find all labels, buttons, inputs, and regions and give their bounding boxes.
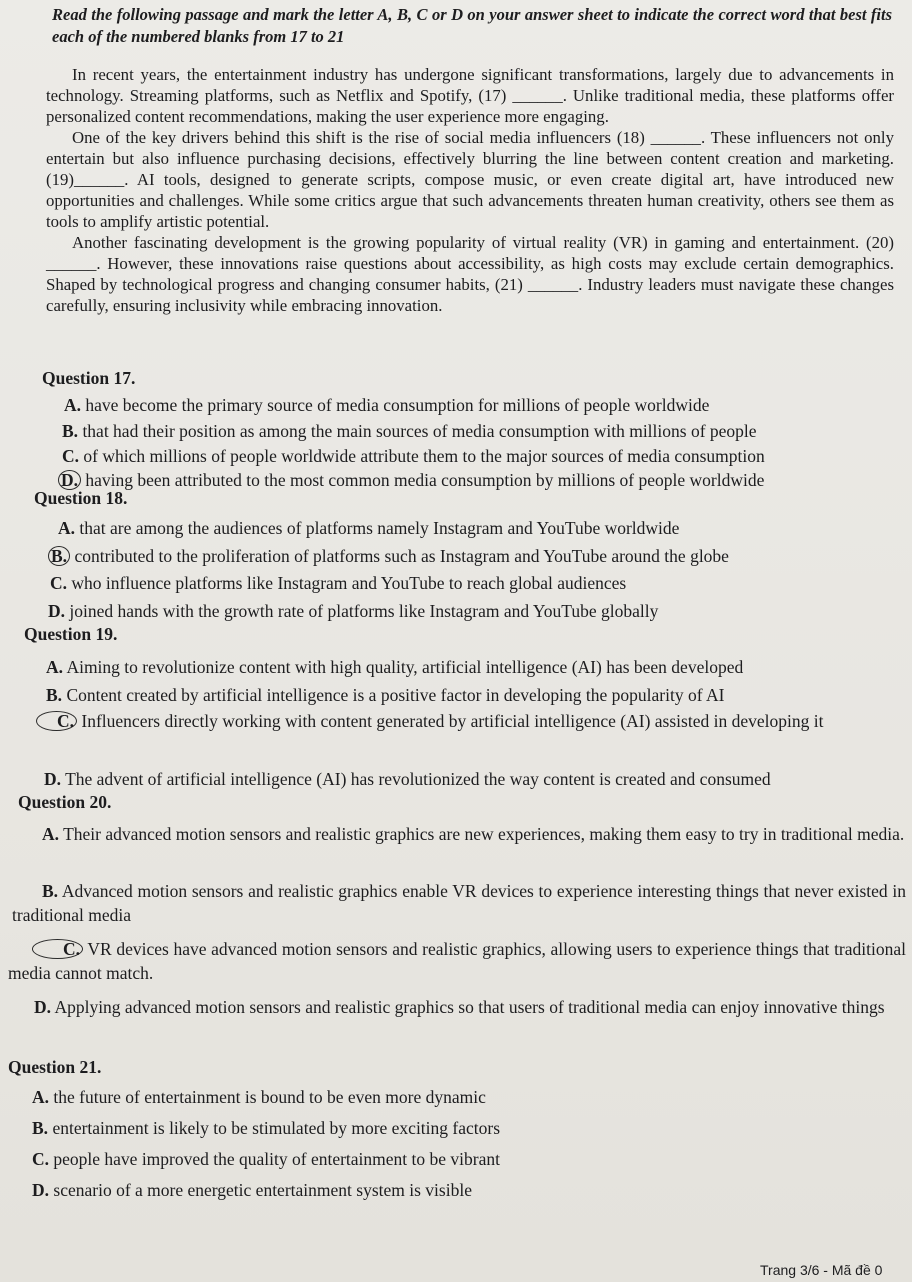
question-21-option-a[interactable] [32,1085,486,1109]
option-letter: C. [50,573,68,593]
option-text: that had their position as among the main sources of media consumption with millions of people [82,421,757,441]
question-21-option-b[interactable] [32,1116,500,1140]
question-18-title: Question 18. [34,488,128,508]
option-letter: B. [62,421,79,441]
option-letter: A. [58,518,76,538]
option-letter: D. [48,601,66,621]
option-letter: B. [42,881,59,901]
question-19-option-a[interactable] [46,655,743,679]
option-text: Advanced motion sensors and realistic graphics enable VR devices to experience interesting things that never existed in traditional media [12,881,906,925]
question-17-option-a[interactable] [64,393,709,417]
question-17-option-d[interactable] [62,468,764,492]
circled-answer-mark: D. [58,470,81,490]
reading-passage [46,64,894,316]
option-text: have become the primary source of media consumption for millions of people worldwide [85,395,710,415]
option-text: scenario of a more energetic entertainment system is visible [53,1180,472,1200]
question-19-option-b[interactable] [46,683,724,707]
option-text: the future of entertainment is bound to be even more dynamic [53,1087,486,1107]
option-text: who influence platforms like Instagram and YouTube to reach global audiences [71,573,627,593]
instructions: Read the following passage and mark the letter A, B, C or D on your answer sheet to indicate the correct word that best fits each of the numbered blanks from 17 to 21 [52,5,892,46]
option-letter: D. [34,997,52,1017]
option-letter: D. [32,1180,50,1200]
circled-answer-mark: C. [32,939,83,959]
passage-paragraph-1: In recent years, the entertainment industry has undergone significant transformations, largely due to advancements in technology. Streaming platforms, such as Netflix and Spotify, (17) ______. Unlike traditional media, these platforms offer personalized content recommendations, making the user experience more engaging. [46,65,894,126]
question-20-option-b[interactable] [12,879,906,927]
question-20-option-a[interactable] [16,822,906,846]
question-21-title: Question 21. [8,1057,102,1077]
option-letter: B. [32,1118,49,1138]
passage-paragraph-2: One of the key drivers behind this shift is the rise of social media influencers (18) ______. These influencers not only entertain but also influence purchasing decisions, effectively blurring the line between content creation and marketing. (19)______. AI tools, designed to generate scripts, compose music, or even create digital art, have introduced new opportunities and challenges. While some critics argue that such advancements threaten human creativity, others see them as tools to amplify artistic potential. [46,128,894,231]
option-text: Their advanced motion sensors and realistic graphics are new experiences, making them easy to try in traditional media. [63,824,905,844]
question-21-option-d[interactable] [32,1178,472,1202]
question-21-option-c[interactable] [32,1147,500,1171]
question-18-option-b[interactable] [52,544,729,568]
option-letter: A. [46,657,64,677]
option-text: Applying advanced motion sensors and realistic graphics so that users of traditional media can enjoy innovative things [54,997,885,1017]
option-text: joined hands with the growth rate of platforms like Instagram and YouTube globally [69,601,659,621]
option-text: The advent of artificial intelligence (AI) has revolutionized the way content is created and consumed [65,769,771,789]
question-20-option-c[interactable] [8,937,906,985]
option-text: having been attributed to the most common media consumption by millions of people worldwide [85,470,765,490]
option-text: VR devices have advanced motion sensors and realistic graphics, allowing users to experience things that traditional media cannot match. [8,939,906,983]
question-17-option-c[interactable] [62,444,765,468]
question-18-option-a[interactable] [58,516,679,540]
question-19-option-c[interactable] [22,709,906,733]
option-text: of which millions of people worldwide attribute them to the major sources of media consumption [83,446,765,466]
option-letter: A. [32,1087,50,1107]
question-18-option-c[interactable] [50,571,626,595]
question-18-option-d[interactable] [48,599,658,623]
circled-answer-mark: C. [36,711,77,731]
option-text: Content created by artificial intelligence is a positive factor in developing the popularity of AI [66,685,725,705]
option-text: contributed to the proliferation of platforms such as Instagram and YouTube around the globe [74,546,729,566]
option-letter: C. [32,1149,50,1169]
passage-paragraph-3: Another fascinating development is the growing popularity of virtual reality (VR) in gaming and entertainment. (20) ______. However, these innovations raise questions about accessibility, as high costs may exclude certain demographics. Shaped by technological progress and changing consumer habits, (21) ______. Industry leaders must navigate these changes carefully, ensuring inclusivity while embracing innovation. [46,233,894,315]
question-19-title: Question 19. [24,624,118,644]
question-20-option-d[interactable] [6,995,906,1019]
option-text: Influencers directly working with content generated by artificial intelligence (AI) assisted in developing it [81,711,824,731]
option-text: people have improved the quality of entertainment to be vibrant [53,1149,500,1169]
question-19-option-d[interactable] [44,767,771,791]
option-text: Aiming to revolutionize content with high quality, artificial intelligence (AI) has been developed [66,657,744,677]
circled-answer-mark: B. [48,546,70,566]
option-letter: A. [64,395,82,415]
option-letter: B. [46,685,63,705]
option-text: that are among the audiences of platforms namely Instagram and YouTube worldwide [79,518,680,538]
question-20-title: Question 20. [18,792,112,812]
option-letter: D. [44,769,62,789]
page-footer: Trang 3/6 - Mã đề 0 [760,1262,883,1278]
question-17-title: Question 17. [42,368,136,388]
option-letter: A. [42,824,60,844]
question-17-option-b[interactable] [62,419,757,443]
option-text: entertainment is likely to be stimulated by more exciting factors [52,1118,501,1138]
option-letter: C. [62,446,80,466]
